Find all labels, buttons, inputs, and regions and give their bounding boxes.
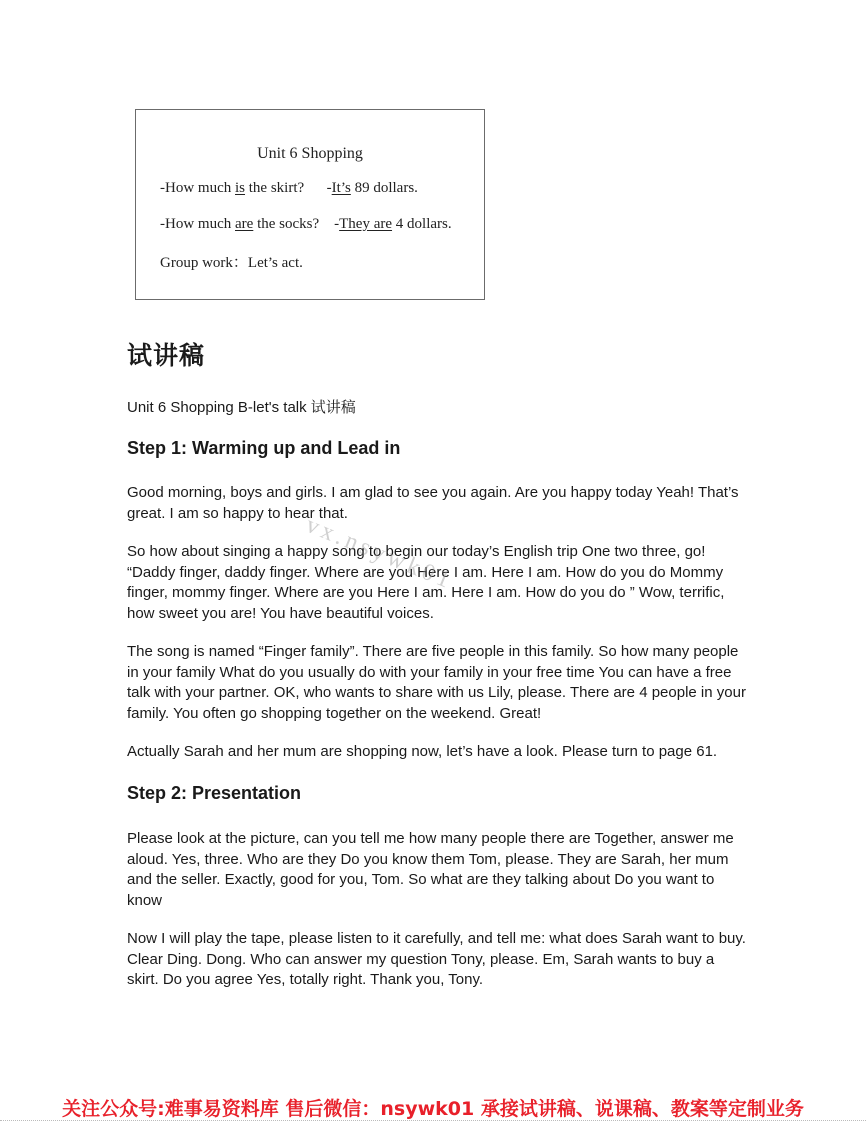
footer-promo-banner: 关注公众号:难事易资料库 售后微信：nsywk01 承接试讲稿、说课稿、教案等定制业务: [62, 1098, 804, 1120]
text: the skirt?: [245, 180, 305, 196]
blackboard-design-box: [135, 109, 485, 300]
underlined-word: It’s: [331, 180, 351, 196]
step-1-title: Step 1: Warming up and Lead in: [127, 438, 401, 458]
spacer: [304, 180, 327, 196]
step-2-paragraph-2: Now I will play the tape, please listen to it carefully, and tell me: what does Sarah want to buy. Clear Ding. Dong. Who can answer my question Tony, please. Em, Sarah wants to buy a skirt. Do you agree Yes, totally right. Thank you, Tony.: [127, 930, 746, 988]
text: -How much: [160, 216, 235, 232]
watermark: vx.nsywk01: [302, 512, 458, 595]
document-subtitle: Unit 6 Shopping B-let's talk 试讲稿: [127, 399, 356, 416]
text: 4 dollars.: [392, 216, 452, 232]
spacer: [319, 216, 334, 232]
text: -: [334, 216, 340, 232]
board-title: Unit 6 Shopping: [257, 145, 363, 162]
underlined-word: is: [235, 180, 246, 196]
document-heading: 试讲稿: [127, 341, 206, 370]
underlined-word: are: [235, 216, 254, 232]
text: the socks?: [253, 216, 320, 232]
step-2-title: Step 2: Presentation: [127, 783, 302, 803]
step-2-paragraph-1: Please look at the picture, can you tell me how many people there are Together, answer me aloud. Yes, three. Who are they Do you know them Tom, please. They are Sarah, her mum and the seller. Exactly, good for you, Tom. So what are they talking about Do you want to know: [127, 830, 734, 909]
step-1-paragraph-1: Good morning, boys and girls. I am glad to see you again. Are you happy today Yeah! That’s great. I am so happy to hear that.: [127, 484, 739, 522]
text: 89 dollars.: [350, 180, 418, 196]
text: -: [326, 180, 332, 196]
board-line-2: [160, 216, 452, 233]
step-1-paragraph-4: Actually Sarah and her mum are shopping now, let’s have a look. Please turn to page 61.: [127, 743, 718, 760]
step-1-paragraph-2: So how about singing a happy song to begin our today’s English trip One two three, go! “Daddy finger, daddy finger. Where are you Here I am. Here I am. How do you do Mommy finger, mommy finger. Where are you Here I am. Here I am. How do you do ” Wow, terrific, how sweet you are! You have beautiful voices.: [127, 543, 725, 622]
board-line-1: [160, 180, 418, 197]
text: -How much: [160, 180, 235, 196]
step-1-paragraph-3: The song is named “Finger family”. There are five people in this family. So how many people in your family What do you usually do with your family in your free time You can have a free talk with your partner. OK, who wants to share with us Lily, please. There are 4 people in your family. You often go shopping together on the weekend. Great!: [127, 643, 746, 722]
underlined-word: They are: [339, 216, 393, 232]
board-line-3: Group work：Let’s act.: [160, 255, 303, 271]
